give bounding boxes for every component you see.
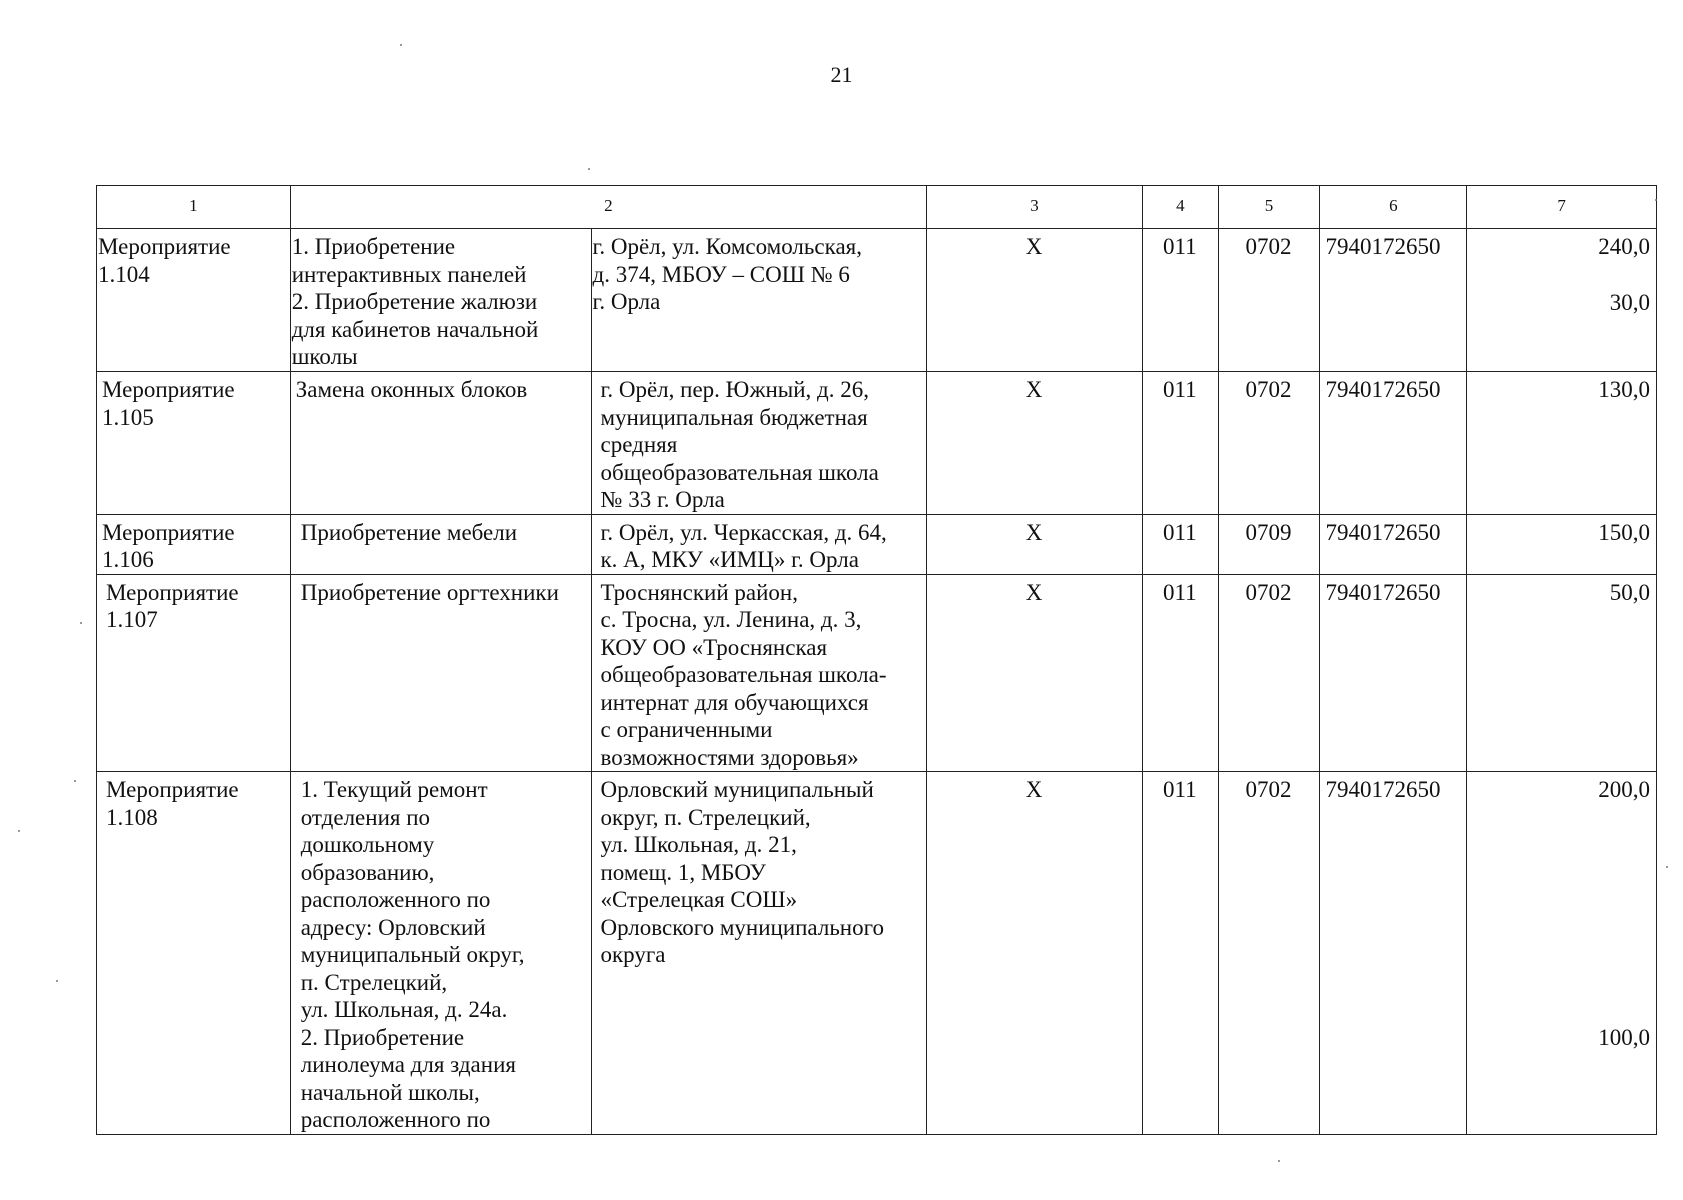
- description-cell: [290, 229, 591, 372]
- event-number: 1.106: [102, 547, 154, 572]
- address-line: муниципальная бюджетная: [600, 404, 868, 430]
- address-line: с. Тросна, ул. Ленина, д. 3,: [600, 607, 862, 632]
- description-line: образованию,: [300, 859, 435, 885]
- header-cell-6: 6: [1320, 186, 1467, 229]
- scan-speck: [1278, 1160, 1280, 1162]
- description-line: начальной школы,: [300, 1079, 480, 1105]
- table-row: [97, 772, 1657, 1135]
- address-line: с ограниченными: [600, 717, 773, 742]
- col6-cell: 7940172650: [1320, 514, 1467, 574]
- address-line: интернат для обучающихся: [600, 689, 869, 715]
- table-row: [97, 372, 1657, 515]
- scan-speck: [400, 44, 402, 46]
- address-line: средняя: [600, 432, 678, 457]
- amount-cell: [1467, 772, 1657, 1135]
- table-row: [97, 574, 1657, 772]
- col5-cell: 0702: [1218, 772, 1320, 1135]
- col5-cell: 0702: [1218, 229, 1320, 372]
- event-cell: [97, 514, 291, 574]
- table-row: [97, 229, 1657, 372]
- description-line: интерактивных панелей: [291, 261, 527, 287]
- amount-value: 200,0: [1598, 777, 1650, 802]
- address-line: возможностями здоровья»: [600, 744, 859, 770]
- amount-value: 240,0: [1598, 234, 1650, 259]
- col4-cell: 011: [1143, 229, 1218, 372]
- description-line: расположенного по: [300, 1107, 491, 1132]
- address-line: округ, п. Стрелецкий,: [600, 804, 811, 830]
- address-cell: [591, 514, 926, 574]
- table-row: [97, 514, 1657, 574]
- address-line: «Стрелецкая СОШ»: [600, 887, 798, 912]
- event-number: 1.105: [102, 404, 154, 430]
- event-label: Мероприятие: [106, 777, 239, 802]
- event-number: 1.108: [106, 804, 158, 830]
- address-line: округа: [600, 942, 666, 967]
- event-cell: [97, 574, 291, 772]
- description-line: ул. Школьная, д. 24а.: [300, 997, 508, 1022]
- event-cell: [97, 372, 291, 515]
- amount-value-2: 30,0: [1609, 289, 1650, 315]
- address-line: г. Орла: [592, 289, 661, 314]
- amount-cell: [1467, 229, 1657, 372]
- description-line: 2. Приобретение жалюзи: [291, 289, 538, 314]
- amount-cell: 50,0: [1467, 574, 1657, 772]
- description-cell: [290, 514, 591, 574]
- address-line: Троснянский район,: [600, 579, 798, 605]
- col3-cell: X: [926, 574, 1142, 772]
- event-cell: [97, 229, 291, 372]
- description-cell: [290, 372, 591, 515]
- address-line: г. Орёл, пер. Южный, д. 26,: [600, 377, 869, 402]
- description-line: муниципальный округ,: [300, 942, 525, 967]
- address-line: г. Орёл, ул. Комсомольская,: [592, 234, 862, 259]
- col4-cell: 011: [1143, 372, 1218, 515]
- event-cell: [97, 772, 291, 1135]
- header-cell-3: 3: [926, 186, 1142, 229]
- header-cell-5: 5: [1218, 186, 1320, 229]
- description-line: 1. Текущий ремонт: [300, 777, 488, 802]
- col4-cell: 011: [1143, 574, 1218, 772]
- amount-cell: 150,0: [1467, 514, 1657, 574]
- col3-cell: X: [926, 229, 1142, 372]
- description-line: линолеума для здания: [300, 1052, 516, 1077]
- col4-cell: 011: [1143, 772, 1218, 1135]
- address-cell: [591, 772, 926, 1135]
- event-number: 1.107: [106, 607, 158, 632]
- scan-speck: [588, 168, 590, 170]
- scan-speck: [18, 830, 20, 832]
- address-line: № 33 г. Орла: [600, 487, 725, 512]
- col6-cell: 7940172650: [1320, 574, 1467, 772]
- description-line: 1. Приобретение: [291, 234, 456, 259]
- description-line: Замена оконных блоков: [295, 377, 528, 402]
- event-label: Мероприятие: [102, 519, 235, 545]
- address-line: д. 374, МБОУ – СОШ № 6: [592, 261, 850, 287]
- description-cell: [290, 772, 591, 1135]
- event-label: Мероприятие: [102, 377, 235, 402]
- budget-table: [96, 185, 1657, 1135]
- address-cell: [591, 574, 926, 772]
- col4-cell: 011: [1143, 514, 1218, 574]
- event-label: Мероприятие: [98, 234, 231, 259]
- col5-cell: 0702: [1218, 372, 1320, 515]
- col3-cell: X: [926, 772, 1142, 1135]
- description-line: для кабинетов начальной: [291, 316, 539, 342]
- description-line: школы: [291, 344, 358, 369]
- col3-cell: X: [926, 514, 1142, 574]
- col5-cell: 0709: [1218, 514, 1320, 574]
- header-cell-1: 1: [97, 186, 291, 229]
- address-line: Орловский муниципальный: [600, 777, 874, 802]
- description-line: 2. Приобретение: [300, 1024, 465, 1050]
- address-line: помещ. 1, МБОУ: [600, 859, 766, 885]
- event-number: 1.104: [98, 261, 150, 287]
- page-number: 21: [830, 62, 853, 87]
- address-line: Орловского муниципального: [600, 914, 884, 940]
- description-line: адресу: Орловский: [300, 914, 486, 940]
- amount-value-2: 100,0: [1598, 1024, 1650, 1050]
- scan-speck: [1666, 866, 1668, 868]
- description-cell: [290, 574, 591, 772]
- col3-cell: X: [926, 372, 1142, 515]
- header-cell-2: 2: [290, 186, 926, 229]
- address-line: г. Орёл, ул. Черкасская, д. 64,: [600, 519, 887, 545]
- address-line: КОУ ОО «Троснянская: [600, 634, 828, 660]
- description-line: дошкольному: [300, 832, 435, 857]
- address-line: ул. Школьная, д. 21,: [600, 832, 797, 857]
- col6-cell: 7940172650: [1320, 372, 1467, 515]
- event-label: Мероприятие: [106, 579, 239, 605]
- header-cell-4: 4: [1143, 186, 1218, 229]
- header-cell-7: 7: [1467, 186, 1657, 229]
- table-header-row: [97, 186, 1657, 229]
- col5-cell: 0702: [1218, 574, 1320, 772]
- address-cell: [591, 229, 926, 372]
- address-line: общеобразовательная школа: [600, 459, 879, 485]
- scan-speck: [1655, 199, 1657, 201]
- description-line: расположенного по: [300, 887, 491, 912]
- col6-cell: 7940172650: [1320, 229, 1467, 372]
- description-line: отделения по: [300, 804, 431, 830]
- scan-speck: [74, 780, 76, 782]
- description-line: Приобретение оргтехники: [300, 579, 559, 605]
- scan-speck: [56, 980, 58, 982]
- description-line: Приобретение мебели: [300, 519, 518, 545]
- address-line: к. А, МКУ «ИМЦ» г. Орла: [600, 547, 859, 572]
- address-cell: [591, 372, 926, 515]
- col6-cell: 7940172650: [1320, 772, 1467, 1135]
- address-line: общеобразовательная школа-: [600, 662, 887, 687]
- amount-cell: 130,0: [1467, 372, 1657, 515]
- scan-speck: [80, 622, 82, 624]
- description-line: п. Стрелецкий,: [300, 969, 448, 995]
